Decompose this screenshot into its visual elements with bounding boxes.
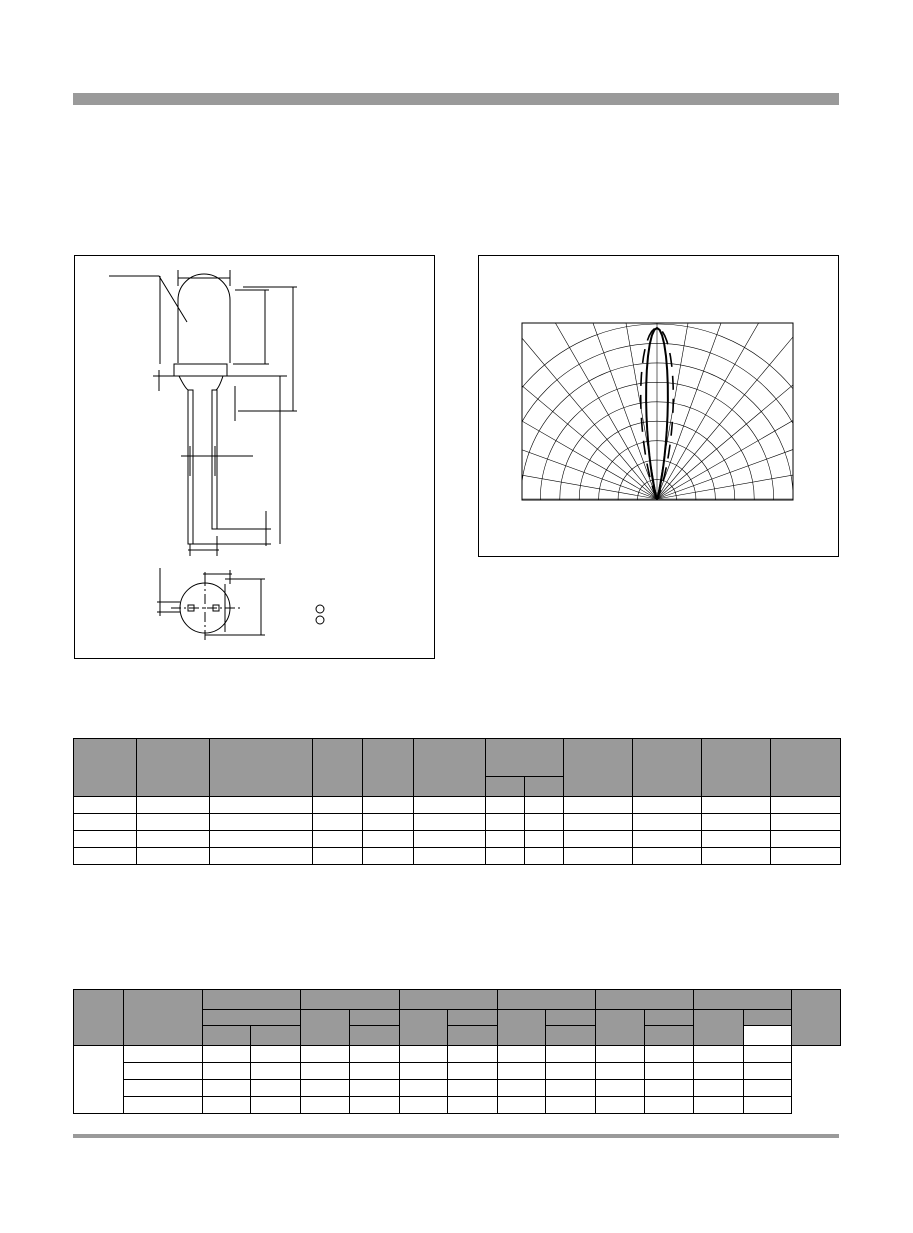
table1-cell	[363, 797, 414, 814]
table2-header-cell	[694, 990, 792, 1010]
table2-header-cell	[546, 1010, 596, 1026]
table1-header-cell	[771, 739, 841, 797]
table2-header-cell	[448, 1010, 498, 1026]
table2-header-cell	[498, 990, 596, 1010]
table1-cell	[313, 831, 363, 848]
footer-bar	[73, 1134, 839, 1138]
header-bar	[73, 93, 839, 105]
table2-cell	[645, 1080, 694, 1097]
table1-cell	[74, 797, 137, 814]
table1-cell	[633, 814, 702, 831]
table1-header-cell	[74, 739, 137, 797]
table2-header-cell	[645, 1026, 694, 1046]
table1-cell	[564, 797, 633, 814]
table2-header-cell	[744, 1010, 792, 1026]
table2-cell	[301, 1046, 350, 1063]
table1-cell	[633, 848, 702, 865]
table2-cell	[694, 1097, 744, 1114]
table2-header-cell	[596, 990, 694, 1010]
led-flange	[174, 364, 227, 376]
table1-cell	[702, 814, 771, 831]
table1-cell	[525, 848, 564, 865]
table2-cell	[350, 1046, 400, 1063]
table2-cell	[350, 1097, 400, 1114]
table2-cell	[546, 1080, 596, 1097]
table2-cell	[448, 1080, 498, 1097]
table2-cell	[448, 1046, 498, 1063]
table1-cell	[363, 848, 414, 865]
table1-cell	[313, 848, 363, 865]
table1-cell	[414, 814, 486, 831]
table1-cell	[486, 848, 525, 865]
table1-header-cell	[210, 739, 313, 797]
table2-header-cell	[251, 1026, 301, 1046]
table2-header-cell	[596, 1010, 645, 1046]
table2-cell	[74, 1046, 124, 1114]
table2-header-cell	[350, 1010, 400, 1026]
table1-cell	[137, 848, 210, 865]
table1-cell	[564, 831, 633, 848]
table1-cell	[210, 814, 313, 831]
table2-header-cell	[546, 1026, 596, 1046]
table1-cell	[633, 797, 702, 814]
table-2	[73, 989, 841, 1114]
radiation-plot-area	[522, 323, 793, 500]
table1-cell	[137, 797, 210, 814]
table2-cell	[350, 1080, 400, 1097]
table2-cell	[124, 1063, 203, 1080]
outline-drawing-panel	[74, 255, 435, 659]
table2-cell	[744, 1063, 792, 1080]
table1-cell	[210, 831, 313, 848]
table2-header-cell	[400, 1010, 448, 1046]
table1-header-cell	[137, 739, 210, 797]
table2-header-cell	[448, 1026, 498, 1046]
table2-cell	[546, 1046, 596, 1063]
table2-cell	[124, 1046, 203, 1063]
table1-header-cell	[363, 739, 414, 797]
table1-cell	[525, 831, 564, 848]
table1-cell	[771, 797, 841, 814]
table1-cell	[702, 848, 771, 865]
table1-cell	[702, 797, 771, 814]
table2-cell	[546, 1097, 596, 1114]
table1-cell	[414, 848, 486, 865]
table1-cell	[363, 814, 414, 831]
table1-header-cell	[486, 739, 564, 777]
table2-cell	[203, 1046, 251, 1063]
table2-cell	[448, 1097, 498, 1114]
table2-cell	[744, 1097, 792, 1114]
table1-header-cell	[414, 739, 486, 797]
table2-cell	[301, 1063, 350, 1080]
table1-cell	[414, 831, 486, 848]
table1-cell	[210, 848, 313, 865]
table1-cell	[414, 797, 486, 814]
table2-cell	[596, 1080, 645, 1097]
table1-cell	[137, 831, 210, 848]
table2-header-cell	[301, 1010, 350, 1046]
table2-cell	[400, 1097, 448, 1114]
table2-cell	[498, 1097, 546, 1114]
table2-cell	[400, 1046, 448, 1063]
radiation-diagram	[479, 256, 840, 558]
table1-row	[74, 797, 841, 814]
table2-cell	[596, 1063, 645, 1080]
table2-cell	[596, 1097, 645, 1114]
table2-cell	[694, 1046, 744, 1063]
table1-cell	[74, 848, 137, 865]
table1-header-cell	[313, 739, 363, 797]
table-1	[73, 738, 841, 865]
table2-cell	[694, 1063, 744, 1080]
table1-cell	[702, 831, 771, 848]
table2-header-cell	[498, 1010, 546, 1046]
table2-cell	[203, 1097, 251, 1114]
table2-cell	[400, 1080, 448, 1097]
table1-cell	[74, 814, 137, 831]
table1-cell	[313, 814, 363, 831]
table2-header-cell	[645, 1010, 694, 1026]
table2-cell	[301, 1080, 350, 1097]
table1-header-cell	[564, 739, 633, 797]
table2-cell	[251, 1080, 301, 1097]
table1-cell	[771, 831, 841, 848]
table1-header-cell	[633, 739, 702, 797]
pin-marker-1	[316, 605, 324, 613]
table2-cell	[400, 1063, 448, 1080]
table1-header-cell	[486, 777, 525, 797]
table1-header-cell	[702, 739, 771, 797]
table2-cell	[301, 1097, 350, 1114]
table2-cell	[694, 1080, 744, 1097]
radiation-diagram-panel	[478, 255, 839, 557]
table1-header-cell	[525, 777, 564, 797]
table2-cell	[546, 1063, 596, 1080]
table2-cell	[596, 1046, 645, 1063]
table1-cell	[74, 831, 137, 848]
table2-row	[74, 1097, 841, 1114]
table2-header-cell	[350, 1026, 400, 1046]
table1-row	[74, 814, 841, 831]
table2-cell	[251, 1097, 301, 1114]
table2-cell	[498, 1080, 546, 1097]
table2-row	[74, 1046, 841, 1063]
table2-cell	[645, 1063, 694, 1080]
table2-header-cell	[792, 990, 841, 1046]
table2-header-cell	[203, 1026, 251, 1046]
table1-cell	[486, 797, 525, 814]
table2-header-cell	[301, 990, 400, 1010]
table2-header-cell	[203, 1010, 301, 1026]
pin-marker-2	[316, 616, 324, 624]
led-lens-outline	[178, 274, 230, 363]
table1-cell	[313, 797, 363, 814]
table2-cell	[498, 1063, 546, 1080]
table1-cell	[771, 814, 841, 831]
table2-cell	[744, 1080, 792, 1097]
table2-header-cell	[400, 990, 498, 1010]
table1-cell	[486, 814, 525, 831]
table2-cell	[350, 1063, 400, 1080]
table2-cell	[203, 1063, 251, 1080]
table2-cell	[744, 1046, 792, 1063]
table1-cell	[210, 797, 313, 814]
table1-cell	[363, 831, 414, 848]
table2-cell	[645, 1097, 694, 1114]
table1-cell	[633, 831, 702, 848]
table1-row	[74, 848, 841, 865]
table2-cell	[251, 1046, 301, 1063]
table1-row	[74, 831, 841, 848]
table1-cell	[564, 848, 633, 865]
table2-header-cell	[124, 990, 203, 1046]
table1-cell	[525, 797, 564, 814]
table2-header-cell	[694, 1010, 744, 1046]
table2-cell	[498, 1046, 546, 1063]
table2-cell	[251, 1063, 301, 1080]
table2-cell	[203, 1080, 251, 1097]
table1-cell	[486, 831, 525, 848]
table1-cell	[525, 814, 564, 831]
table2-cell	[645, 1046, 694, 1063]
table2-header-cell	[74, 990, 124, 1046]
table2-cell	[448, 1063, 498, 1080]
table1-cell	[564, 814, 633, 831]
led-outline-drawing	[75, 256, 436, 660]
table2-header-cell	[203, 990, 301, 1010]
table2-row	[74, 1063, 841, 1080]
table2-cell	[124, 1080, 203, 1097]
table2-row	[74, 1080, 841, 1097]
table1-cell	[137, 814, 210, 831]
table2-cell	[124, 1097, 203, 1114]
table1-cell	[771, 848, 841, 865]
